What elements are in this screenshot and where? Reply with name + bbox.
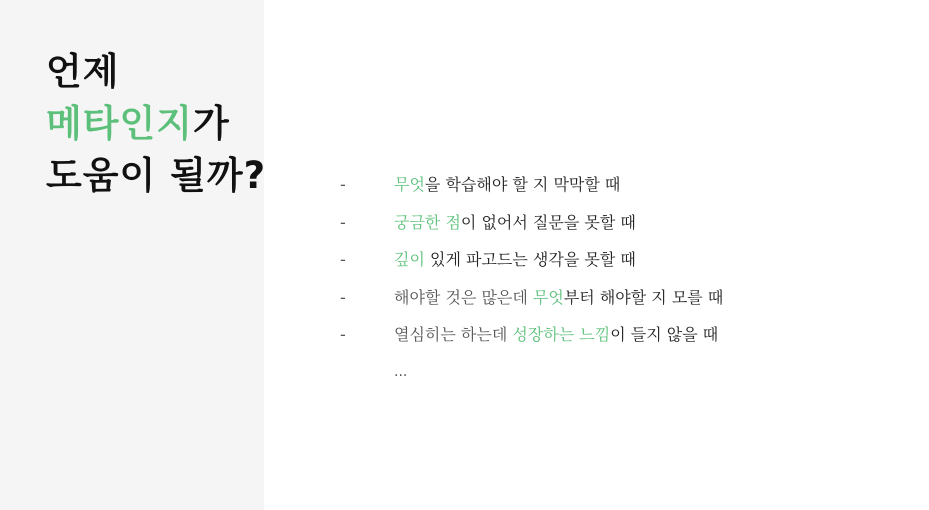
title-line-3: 도움이 될까? (46, 154, 267, 197)
bullet-segment: 있게 파고드는 생각을 못할 때 (424, 250, 636, 269)
title-line-2 (46, 98, 266, 150)
bullet-highlight: 성장하는 느낌 (512, 325, 611, 344)
bullet-segment: 열심히는 하는데 (394, 325, 513, 344)
bullet-item (340, 316, 900, 354)
bullet-segment: 할 때 (584, 175, 621, 194)
title-line-2-rest: 가 (192, 102, 230, 145)
bullet-highlight: 궁금한 점 (394, 212, 461, 232)
bullet-item (340, 166, 900, 204)
title-highlight: 메타인지 (46, 102, 193, 145)
bullet-text (394, 204, 636, 242)
bullet-ellipsis-row (340, 354, 900, 392)
bullet-text (394, 166, 620, 204)
bullet-text (394, 279, 723, 317)
bullet-dash: - (340, 325, 346, 344)
bullet-text (394, 241, 636, 279)
bullet-list (340, 166, 900, 391)
slide-title (46, 46, 266, 202)
bullet-dash: - (340, 175, 346, 194)
ellipsis: ... (394, 363, 408, 380)
bullet-text (394, 316, 718, 354)
bullet-highlight: 깊이 (394, 250, 425, 269)
bullet-segment: 해야할 것은 많은데 (394, 287, 533, 307)
bullet-dash: - (340, 212, 346, 232)
bullet-highlight: 무엇 (394, 175, 425, 194)
bullet-segment: 이 들지 않을 때 (610, 325, 719, 344)
bullet-dash: - (340, 287, 346, 307)
bullet-highlight: 무엇 (532, 287, 564, 307)
bullet-item (340, 204, 900, 242)
bullet-dash: - (340, 250, 346, 269)
bullet-segment: 부터 해야할 지 모를 때 (563, 287, 724, 307)
bullet-item (340, 279, 900, 317)
bullet-segment: 이 없어서 질문을 못할 때 (460, 212, 636, 232)
title-line-1: 언제 (46, 50, 120, 93)
bullet-item (340, 241, 900, 279)
bullet-segment: 을 학습해야 할 지 막막 (424, 175, 585, 194)
